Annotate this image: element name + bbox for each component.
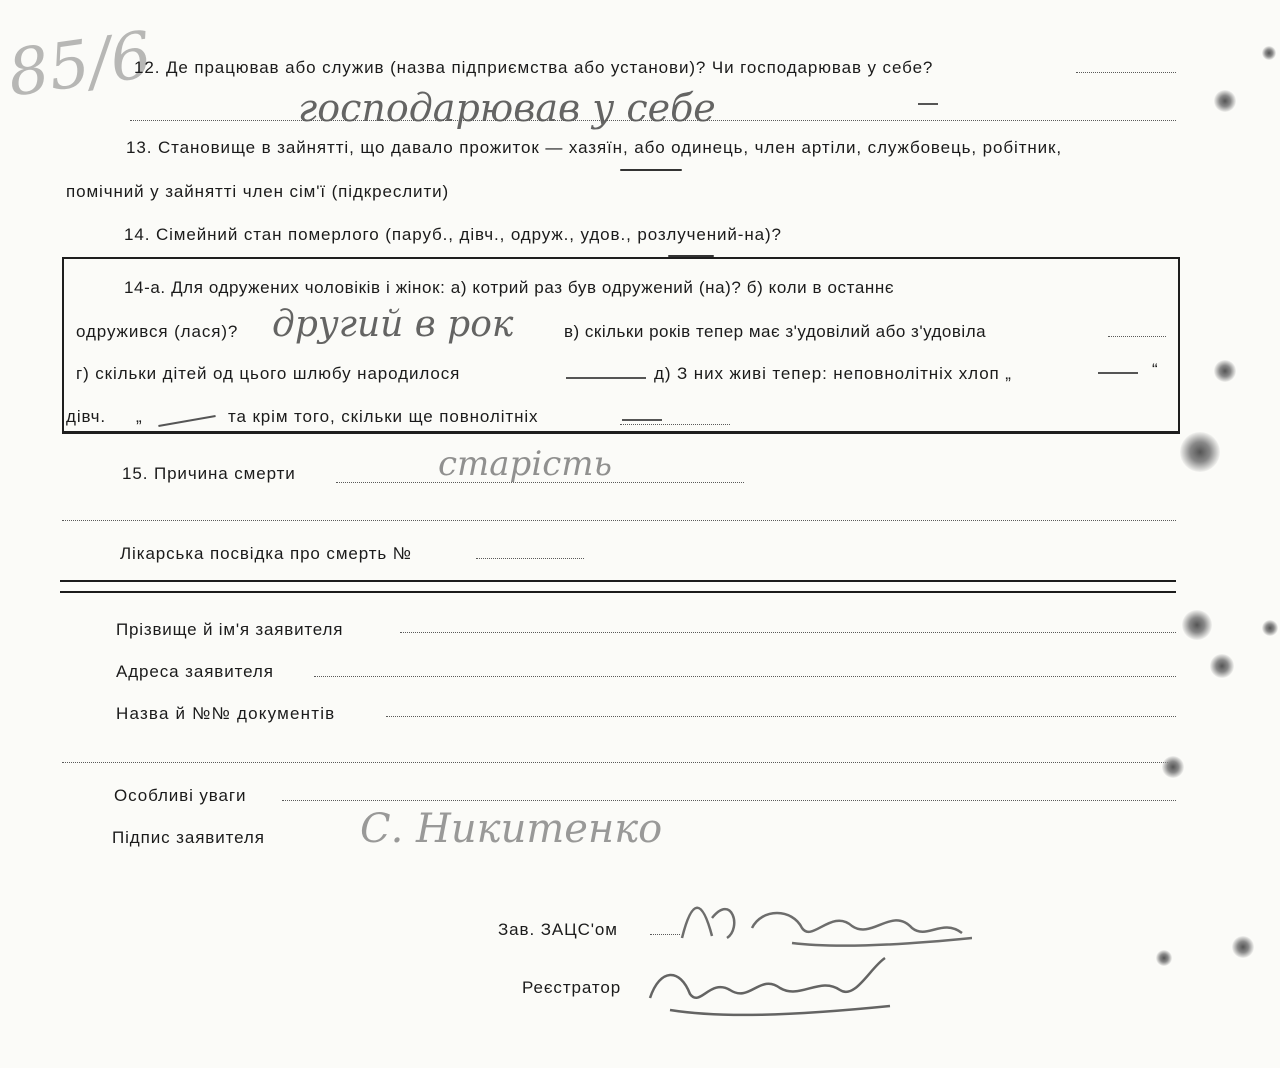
question-13-suffix: або одинець, член артіли, службовець, робітник, bbox=[628, 138, 1063, 157]
question-14-selected-udov: удов. bbox=[580, 225, 627, 244]
question-12-dotted-line bbox=[1076, 72, 1176, 73]
question-12-label: 12. Де працював або служив (назва підприємства або установи)? Чи господарював у себе? bbox=[134, 58, 934, 77]
question-14a-line-4-prefix: дівч. bbox=[66, 407, 107, 426]
registrar-label: Реєстратор bbox=[522, 978, 622, 997]
question-14a-line-2-suffix: в) скільки років тепер має з'удовілий або з'удовіла bbox=[564, 322, 987, 341]
applicant-name-line bbox=[400, 632, 1176, 633]
question-14-line bbox=[124, 225, 782, 245]
question-14a-married-answer: другий в рок bbox=[272, 304, 514, 345]
question-14a-adults-line bbox=[620, 424, 730, 425]
medical-certificate-line bbox=[476, 558, 584, 559]
edge-damage-mark bbox=[1156, 950, 1172, 966]
question-15-line-2 bbox=[62, 520, 1176, 521]
question-13-prefix: 13. Становище в зайнятті, що давало прожиток — bbox=[126, 138, 569, 157]
applicant-name-label: Прізвище й ім'я заявителя bbox=[116, 620, 344, 639]
applicant-documents-line bbox=[386, 716, 1176, 717]
question-13-line-2: помічний у зайнятті член сім'ї (підкреслити) bbox=[66, 182, 450, 201]
edge-damage-mark bbox=[1210, 654, 1234, 678]
medical-certificate-label: Лікарська посвідка про смерть № bbox=[120, 544, 412, 563]
question-13-selected-hazyain: хазяїн, bbox=[568, 138, 629, 157]
question-14a-line-4-suffix: та крім того, скільки ще повнолітніх bbox=[228, 407, 539, 426]
question-14a-line-4-quote: „ bbox=[136, 407, 143, 426]
section-divider-top bbox=[60, 580, 1176, 582]
question-14-suffix: , розлучений-на)? bbox=[626, 225, 782, 244]
edge-damage-mark bbox=[1162, 756, 1184, 778]
question-14a-line-2-prefix: одружився (лася)? bbox=[76, 322, 239, 341]
head-of-registry-label: Зав. ЗАЦС'ом bbox=[498, 920, 618, 939]
question-14-prefix: 14. Сімейний стан померлого (паруб., дівч., одруж., bbox=[124, 225, 581, 244]
applicant-address-line bbox=[314, 676, 1176, 677]
applicant-documents-label: Назва й №№ документів bbox=[116, 704, 336, 723]
question-14a-line-3-right: д) З них живі тепер: неповнолітніх хлоп „ bbox=[654, 364, 1012, 383]
edge-damage-mark bbox=[1214, 90, 1236, 112]
applicant-notes-label: Особливі уваги bbox=[114, 786, 247, 805]
question-13-line-1 bbox=[126, 138, 1062, 158]
applicant-documents-line-2 bbox=[62, 762, 1176, 763]
question-12-answer-line bbox=[130, 120, 1176, 121]
edge-damage-mark bbox=[1214, 360, 1236, 382]
head-of-registry-line bbox=[650, 934, 680, 935]
edge-damage-mark bbox=[1180, 432, 1220, 472]
applicant-signature-label: Підпис заявителя bbox=[112, 828, 265, 847]
applicant-notes-line bbox=[282, 800, 1176, 801]
edge-damage-mark bbox=[1262, 620, 1278, 636]
question-15-answer: старість bbox=[438, 444, 612, 484]
question-14a-boys-dash bbox=[1098, 372, 1138, 374]
question-14a-line-1: 14-а. Для одружених чоловіків і жінок: а) котрий раз був одружений (на)? б) коли в останнє bbox=[124, 278, 895, 297]
question-14a-children-dash bbox=[566, 377, 646, 379]
applicant-address-label: Адреса заявителя bbox=[116, 662, 274, 681]
question-13-choice-underline bbox=[620, 169, 682, 171]
section-divider-bottom bbox=[60, 591, 1176, 593]
edge-damage-mark bbox=[1182, 610, 1212, 640]
registrar-signature bbox=[640, 948, 900, 1032]
question-12-answer: господарював у себе bbox=[298, 86, 716, 130]
applicant-signature-value: С. Никитенко bbox=[360, 806, 663, 852]
margin-note: 85/6 bbox=[3, 18, 157, 112]
question-15-label: 15. Причина смерти bbox=[122, 464, 296, 483]
question-14a-line-3-left: г) скільки дітей од цього шлюбу народилося bbox=[76, 364, 461, 383]
question-12-end-dash bbox=[918, 103, 938, 105]
question-14a-years-line bbox=[1108, 336, 1166, 337]
question-14a-adults-dash bbox=[622, 419, 662, 421]
edge-damage-mark bbox=[1232, 936, 1254, 958]
question-14a-close-quote: “ bbox=[1152, 360, 1159, 379]
signature-scribble-registrar bbox=[640, 948, 900, 1028]
edge-damage-mark bbox=[1262, 46, 1276, 60]
